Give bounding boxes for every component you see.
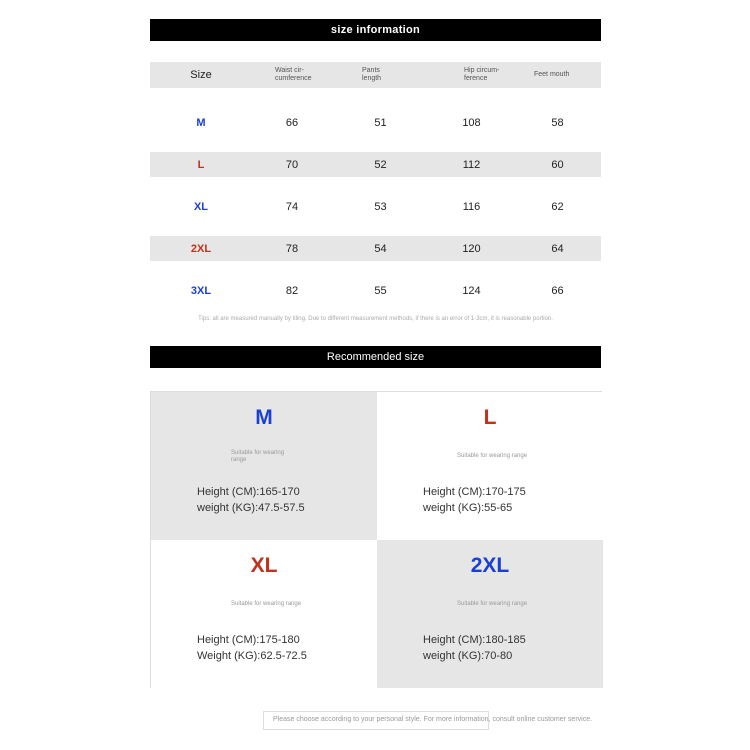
row-feet-mouth: 58 [551,116,564,129]
row-hip: 124 [462,284,481,297]
row-size: L [197,158,205,171]
card-size-label: 2XL [470,554,510,577]
card-range-label: Suitable for wearing range [231,601,302,607]
header-size: Size [190,69,212,81]
card-range-label: Suitable for wearing range [231,450,285,463]
card-measurements [423,632,526,664]
recommend-card-2xl [377,540,603,688]
row-hip: 116 [462,200,481,213]
row-hip: 108 [462,116,481,129]
card-height: Height (CM):170-175 [423,486,526,498]
row-pants-length: 51 [374,116,387,129]
row-feet-mouth: 64 [551,242,564,255]
table-row [150,110,601,135]
row-pants-length: 54 [374,242,387,255]
row-pants-length: 52 [374,158,387,171]
row-feet-mouth: 62 [551,200,564,213]
card-size-label: M [255,406,273,429]
size-information-banner [150,19,601,41]
recommended-size-grid [150,391,602,688]
recommend-card-xl [151,540,377,688]
row-size: 2XL [190,242,212,255]
card-measurements [197,484,305,516]
card-height: Height (CM):165-170 [197,486,300,498]
footer-note: Please choose according to your personal style. For more information, consult online customer service. [273,716,593,723]
row-waist: 82 [285,284,299,297]
recommend-card-m [151,392,377,540]
table-row [150,236,601,261]
row-size: XL [193,200,209,213]
card-height: Height (CM):175-180 [197,634,300,646]
row-size: 3XL [190,284,212,297]
row-feet-mouth: 60 [551,158,564,171]
header-pants-length: Pants length [362,67,382,82]
table-row [150,152,601,177]
row-size: M [196,116,206,129]
card-weight: weight (KG):55-65 [423,502,513,514]
row-hip: 112 [462,158,481,171]
recommended-size-banner [150,346,601,368]
row-waist: 78 [285,242,299,255]
card-size-label: L [483,406,497,429]
card-weight: weight (KG):47.5-57.5 [197,502,305,514]
card-measurements [197,632,307,664]
row-hip: 120 [462,242,481,255]
row-pants-length: 55 [374,284,387,297]
row-waist: 66 [285,116,299,129]
recommend-card-l [377,392,603,540]
card-range-label: Suitable for wearing range [457,453,528,459]
card-weight: weight (KG):70-80 [423,650,513,662]
row-pants-length: 53 [374,200,387,213]
row-waist: 74 [285,200,299,213]
card-range-label: Suitable for wearing range [457,601,528,607]
card-measurements [423,484,526,516]
card-size-label: XL [250,554,278,577]
row-waist: 70 [285,158,299,171]
row-feet-mouth: 66 [551,284,564,297]
measurement-tip: Tips: all are measured manually by tiling. Due to different measurement methods, if there is an error of 1-3cm, it is reasonable portion. [198,316,553,322]
header-waist: Waist cir- cumference [275,67,312,82]
table-header-row [150,62,601,88]
size-table [150,62,601,303]
table-row [150,278,601,303]
card-weight: Weight (KG):62.5-72.5 [197,650,307,662]
size-information-title: size information [330,24,421,36]
table-row [150,194,601,219]
header-hip: Hip circum- ference [464,67,500,82]
recommended-size-title: Recommended size [326,351,425,363]
header-feet-mouth: Feet mouth [534,71,570,78]
card-height: Height (CM):180-185 [423,634,526,646]
